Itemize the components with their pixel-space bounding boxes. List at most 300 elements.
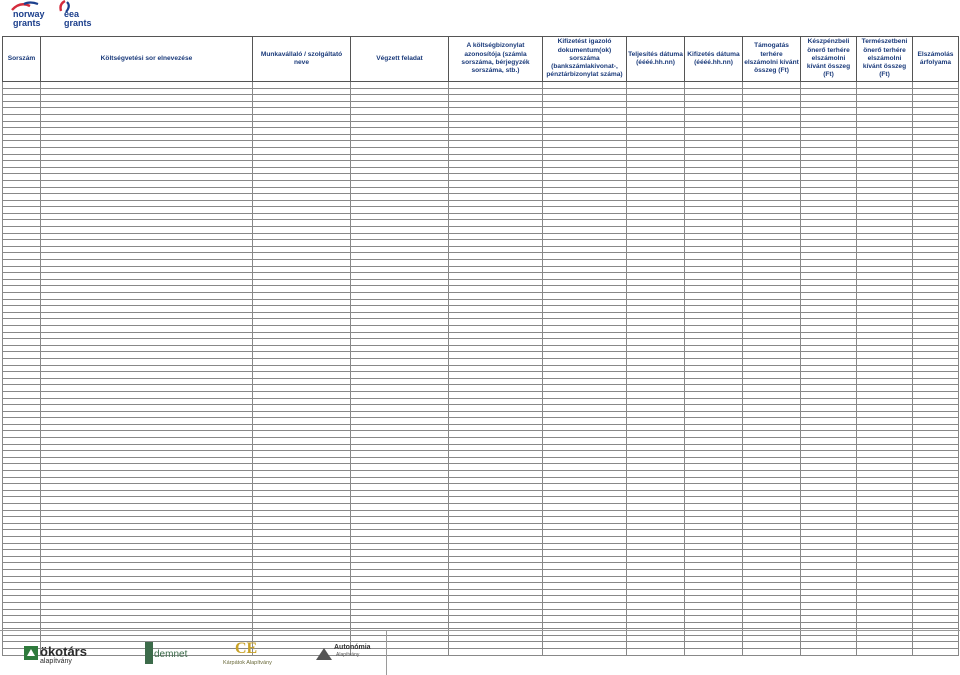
table-cell[interactable]	[627, 154, 685, 161]
table-cell[interactable]	[685, 365, 743, 372]
table-cell[interactable]	[543, 194, 627, 201]
table-cell[interactable]	[41, 306, 253, 313]
table-cell[interactable]	[543, 484, 627, 491]
table-cell[interactable]	[449, 596, 543, 603]
table-cell[interactable]	[857, 504, 913, 511]
table-cell[interactable]	[627, 490, 685, 497]
table-cell[interactable]	[743, 319, 801, 326]
table-cell[interactable]	[743, 154, 801, 161]
table-cell[interactable]	[41, 530, 253, 537]
table-cell[interactable]	[685, 141, 743, 148]
table-cell[interactable]	[3, 147, 41, 154]
table-cell[interactable]	[685, 207, 743, 214]
table-cell[interactable]	[857, 536, 913, 543]
table-cell[interactable]	[3, 95, 41, 102]
table-cell[interactable]	[543, 391, 627, 398]
table-cell[interactable]	[685, 444, 743, 451]
table-cell[interactable]	[801, 121, 857, 128]
table-cell[interactable]	[351, 411, 449, 418]
table-cell[interactable]	[41, 391, 253, 398]
table-cell[interactable]	[253, 266, 351, 273]
table-cell[interactable]	[543, 207, 627, 214]
table-cell[interactable]	[41, 510, 253, 517]
table-cell[interactable]	[913, 490, 959, 497]
table-cell[interactable]	[253, 385, 351, 392]
table-cell[interactable]	[543, 424, 627, 431]
table-cell[interactable]	[913, 497, 959, 504]
table-cell[interactable]	[543, 147, 627, 154]
table-cell[interactable]	[801, 345, 857, 352]
table-cell[interactable]	[627, 504, 685, 511]
table-cell[interactable]	[253, 365, 351, 372]
table-cell[interactable]	[913, 114, 959, 121]
table-cell[interactable]	[3, 227, 41, 234]
table-cell[interactable]	[543, 411, 627, 418]
table-cell[interactable]	[3, 569, 41, 576]
table-cell[interactable]	[449, 609, 543, 616]
table-cell[interactable]	[743, 550, 801, 557]
table-cell[interactable]	[253, 398, 351, 405]
table-cell[interactable]	[801, 385, 857, 392]
table-cell[interactable]	[627, 161, 685, 168]
table-cell[interactable]	[253, 583, 351, 590]
table-cell[interactable]	[351, 424, 449, 431]
table-cell[interactable]	[3, 88, 41, 95]
table-cell[interactable]	[351, 253, 449, 260]
table-cell[interactable]	[543, 365, 627, 372]
table-cell[interactable]	[913, 602, 959, 609]
table-cell[interactable]	[543, 128, 627, 135]
table-cell[interactable]	[857, 108, 913, 115]
table-cell[interactable]	[857, 82, 913, 89]
table-cell[interactable]	[857, 451, 913, 458]
table-cell[interactable]	[3, 497, 41, 504]
table-cell[interactable]	[857, 358, 913, 365]
table-cell[interactable]	[743, 233, 801, 240]
table-cell[interactable]	[449, 207, 543, 214]
table-cell[interactable]	[543, 240, 627, 247]
table-cell[interactable]	[253, 609, 351, 616]
table-cell[interactable]	[41, 147, 253, 154]
table-cell[interactable]	[685, 345, 743, 352]
table-cell[interactable]	[743, 444, 801, 451]
table-cell[interactable]	[627, 602, 685, 609]
table-cell[interactable]	[913, 167, 959, 174]
table-cell[interactable]	[449, 504, 543, 511]
table-cell[interactable]	[627, 405, 685, 412]
table-cell[interactable]	[627, 273, 685, 280]
table-cell[interactable]	[857, 444, 913, 451]
table-cell[interactable]	[41, 82, 253, 89]
table-cell[interactable]	[801, 649, 857, 656]
table-cell[interactable]	[801, 114, 857, 121]
table-cell[interactable]	[743, 332, 801, 339]
table-cell[interactable]	[3, 101, 41, 108]
table-cell[interactable]	[41, 101, 253, 108]
table-cell[interactable]	[253, 484, 351, 491]
table-cell[interactable]	[685, 233, 743, 240]
table-cell[interactable]	[3, 523, 41, 530]
table-cell[interactable]	[543, 213, 627, 220]
table-cell[interactable]	[449, 563, 543, 570]
table-cell[interactable]	[801, 411, 857, 418]
table-cell[interactable]	[627, 95, 685, 102]
table-cell[interactable]	[543, 220, 627, 227]
table-cell[interactable]	[41, 385, 253, 392]
table-cell[interactable]	[253, 372, 351, 379]
table-cell[interactable]	[449, 424, 543, 431]
table-cell[interactable]	[743, 536, 801, 543]
table-cell[interactable]	[857, 411, 913, 418]
table-cell[interactable]	[41, 154, 253, 161]
table-cell[interactable]	[351, 589, 449, 596]
table-cell[interactable]	[685, 200, 743, 207]
table-cell[interactable]	[913, 550, 959, 557]
table-cell[interactable]	[543, 649, 627, 656]
table-cell[interactable]	[3, 490, 41, 497]
table-cell[interactable]	[913, 391, 959, 398]
table-cell[interactable]	[857, 523, 913, 530]
table-cell[interactable]	[351, 213, 449, 220]
table-cell[interactable]	[3, 405, 41, 412]
table-cell[interactable]	[449, 246, 543, 253]
table-cell[interactable]	[543, 161, 627, 168]
table-cell[interactable]	[543, 345, 627, 352]
table-cell[interactable]	[627, 424, 685, 431]
table-cell[interactable]	[449, 161, 543, 168]
table-cell[interactable]	[543, 438, 627, 445]
table-cell[interactable]	[857, 550, 913, 557]
table-cell[interactable]	[857, 286, 913, 293]
table-cell[interactable]	[543, 622, 627, 629]
table-cell[interactable]	[41, 260, 253, 267]
table-cell[interactable]	[685, 431, 743, 438]
table-cell[interactable]	[685, 378, 743, 385]
table-cell[interactable]	[449, 332, 543, 339]
table-cell[interactable]	[253, 464, 351, 471]
table-cell[interactable]	[3, 121, 41, 128]
table-cell[interactable]	[351, 444, 449, 451]
table-cell[interactable]	[743, 207, 801, 214]
table-cell[interactable]	[685, 246, 743, 253]
table-cell[interactable]	[913, 227, 959, 234]
table-cell[interactable]	[253, 418, 351, 425]
table-cell[interactable]	[543, 536, 627, 543]
table-cell[interactable]	[3, 444, 41, 451]
table-cell[interactable]	[543, 200, 627, 207]
table-cell[interactable]	[857, 556, 913, 563]
table-cell[interactable]	[3, 246, 41, 253]
table-cell[interactable]	[685, 589, 743, 596]
table-cell[interactable]	[743, 385, 801, 392]
table-cell[interactable]	[913, 649, 959, 656]
table-cell[interactable]	[801, 147, 857, 154]
table-cell[interactable]	[913, 260, 959, 267]
table-cell[interactable]	[857, 180, 913, 187]
table-cell[interactable]	[543, 82, 627, 89]
table-cell[interactable]	[3, 418, 41, 425]
table-cell[interactable]	[743, 299, 801, 306]
table-cell[interactable]	[743, 306, 801, 313]
table-cell[interactable]	[449, 391, 543, 398]
table-cell[interactable]	[627, 108, 685, 115]
table-cell[interactable]	[801, 240, 857, 247]
table-cell[interactable]	[857, 207, 913, 214]
table-cell[interactable]	[253, 490, 351, 497]
table-cell[interactable]	[913, 339, 959, 346]
table-cell[interactable]	[253, 246, 351, 253]
table-cell[interactable]	[449, 372, 543, 379]
table-cell[interactable]	[627, 444, 685, 451]
table-cell[interactable]	[913, 411, 959, 418]
table-cell[interactable]	[913, 556, 959, 563]
table-cell[interactable]	[449, 471, 543, 478]
table-cell[interactable]	[3, 187, 41, 194]
table-cell[interactable]	[449, 266, 543, 273]
table-cell[interactable]	[857, 477, 913, 484]
table-cell[interactable]	[685, 260, 743, 267]
table-cell[interactable]	[253, 299, 351, 306]
table-cell[interactable]	[857, 260, 913, 267]
table-cell[interactable]	[449, 444, 543, 451]
table-cell[interactable]	[857, 642, 913, 649]
table-cell[interactable]	[253, 286, 351, 293]
table-cell[interactable]	[351, 246, 449, 253]
table-cell[interactable]	[857, 319, 913, 326]
table-cell[interactable]	[351, 108, 449, 115]
table-cell[interactable]	[913, 352, 959, 359]
table-cell[interactable]	[3, 114, 41, 121]
table-cell[interactable]	[351, 622, 449, 629]
table-cell[interactable]	[253, 279, 351, 286]
table-cell[interactable]	[857, 167, 913, 174]
table-cell[interactable]	[543, 167, 627, 174]
table-cell[interactable]	[41, 616, 253, 623]
table-cell[interactable]	[627, 411, 685, 418]
table-cell[interactable]	[41, 418, 253, 425]
table-cell[interactable]	[41, 358, 253, 365]
table-cell[interactable]	[685, 424, 743, 431]
table-cell[interactable]	[3, 161, 41, 168]
table-cell[interactable]	[351, 312, 449, 319]
table-cell[interactable]	[801, 312, 857, 319]
table-cell[interactable]	[351, 174, 449, 181]
table-cell[interactable]	[743, 114, 801, 121]
table-cell[interactable]	[543, 510, 627, 517]
table-cell[interactable]	[253, 306, 351, 313]
table-cell[interactable]	[253, 227, 351, 234]
table-cell[interactable]	[801, 596, 857, 603]
table-cell[interactable]	[3, 180, 41, 187]
table-cell[interactable]	[857, 325, 913, 332]
table-cell[interactable]	[801, 517, 857, 524]
table-cell[interactable]	[801, 200, 857, 207]
table-cell[interactable]	[449, 418, 543, 425]
table-cell[interactable]	[3, 207, 41, 214]
table-cell[interactable]	[857, 589, 913, 596]
table-cell[interactable]	[685, 398, 743, 405]
table-cell[interactable]	[801, 101, 857, 108]
table-cell[interactable]	[253, 504, 351, 511]
table-cell[interactable]	[253, 128, 351, 135]
table-cell[interactable]	[743, 497, 801, 504]
table-cell[interactable]	[857, 233, 913, 240]
table-cell[interactable]	[743, 563, 801, 570]
table-cell[interactable]	[449, 497, 543, 504]
table-cell[interactable]	[41, 523, 253, 530]
table-cell[interactable]	[543, 180, 627, 187]
table-cell[interactable]	[351, 576, 449, 583]
table-cell[interactable]	[3, 451, 41, 458]
table-cell[interactable]	[743, 517, 801, 524]
table-cell[interactable]	[913, 312, 959, 319]
table-cell[interactable]	[913, 273, 959, 280]
table-cell[interactable]	[543, 141, 627, 148]
table-cell[interactable]	[685, 497, 743, 504]
table-cell[interactable]	[3, 391, 41, 398]
table-cell[interactable]	[543, 187, 627, 194]
table-cell[interactable]	[627, 141, 685, 148]
table-cell[interactable]	[351, 101, 449, 108]
table-cell[interactable]	[627, 616, 685, 623]
table-cell[interactable]	[41, 497, 253, 504]
table-cell[interactable]	[743, 279, 801, 286]
table-cell[interactable]	[3, 273, 41, 280]
table-cell[interactable]	[449, 293, 543, 300]
table-cell[interactable]	[351, 365, 449, 372]
table-cell[interactable]	[743, 530, 801, 537]
table-cell[interactable]	[543, 273, 627, 280]
table-cell[interactable]	[449, 88, 543, 95]
table-cell[interactable]	[801, 464, 857, 471]
table-cell[interactable]	[685, 391, 743, 398]
table-cell[interactable]	[3, 358, 41, 365]
table-cell[interactable]	[801, 536, 857, 543]
table-cell[interactable]	[913, 345, 959, 352]
table-cell[interactable]	[627, 121, 685, 128]
table-cell[interactable]	[627, 286, 685, 293]
table-cell[interactable]	[543, 325, 627, 332]
table-cell[interactable]	[743, 484, 801, 491]
table-cell[interactable]	[743, 108, 801, 115]
table-cell[interactable]	[857, 576, 913, 583]
table-cell[interactable]	[543, 95, 627, 102]
table-cell[interactable]	[3, 471, 41, 478]
table-cell[interactable]	[913, 477, 959, 484]
table-cell[interactable]	[857, 616, 913, 623]
table-cell[interactable]	[913, 187, 959, 194]
table-cell[interactable]	[857, 200, 913, 207]
table-cell[interactable]	[627, 82, 685, 89]
table-cell[interactable]	[253, 134, 351, 141]
table-cell[interactable]	[449, 523, 543, 530]
table-cell[interactable]	[801, 194, 857, 201]
table-cell[interactable]	[627, 339, 685, 346]
table-cell[interactable]	[627, 207, 685, 214]
table-cell[interactable]	[543, 602, 627, 609]
table-cell[interactable]	[857, 583, 913, 590]
table-cell[interactable]	[351, 220, 449, 227]
table-cell[interactable]	[41, 279, 253, 286]
table-cell[interactable]	[449, 358, 543, 365]
table-cell[interactable]	[857, 306, 913, 313]
table-cell[interactable]	[351, 233, 449, 240]
table-cell[interactable]	[449, 411, 543, 418]
table-cell[interactable]	[543, 154, 627, 161]
table-cell[interactable]	[41, 167, 253, 174]
table-cell[interactable]	[913, 444, 959, 451]
table-cell[interactable]	[857, 431, 913, 438]
table-cell[interactable]	[857, 253, 913, 260]
table-cell[interactable]	[41, 550, 253, 557]
table-cell[interactable]	[857, 510, 913, 517]
table-cell[interactable]	[743, 128, 801, 135]
table-cell[interactable]	[41, 246, 253, 253]
table-cell[interactable]	[449, 451, 543, 458]
table-cell[interactable]	[543, 319, 627, 326]
table-cell[interactable]	[41, 583, 253, 590]
table-cell[interactable]	[743, 134, 801, 141]
table-cell[interactable]	[543, 490, 627, 497]
table-cell[interactable]	[913, 543, 959, 550]
table-cell[interactable]	[801, 569, 857, 576]
table-cell[interactable]	[857, 635, 913, 642]
table-cell[interactable]	[449, 260, 543, 267]
table-cell[interactable]	[449, 82, 543, 89]
table-cell[interactable]	[685, 556, 743, 563]
table-cell[interactable]	[449, 194, 543, 201]
table-cell[interactable]	[743, 180, 801, 187]
table-cell[interactable]	[351, 200, 449, 207]
table-cell[interactable]	[801, 391, 857, 398]
table-cell[interactable]	[543, 339, 627, 346]
table-cell[interactable]	[351, 451, 449, 458]
table-cell[interactable]	[3, 167, 41, 174]
table-cell[interactable]	[801, 504, 857, 511]
table-cell[interactable]	[801, 293, 857, 300]
table-cell[interactable]	[253, 95, 351, 102]
table-cell[interactable]	[449, 286, 543, 293]
table-cell[interactable]	[913, 576, 959, 583]
table-cell[interactable]	[857, 484, 913, 491]
table-cell[interactable]	[449, 378, 543, 385]
table-cell[interactable]	[801, 279, 857, 286]
table-cell[interactable]	[627, 649, 685, 656]
table-cell[interactable]	[449, 108, 543, 115]
table-cell[interactable]	[543, 286, 627, 293]
table-cell[interactable]	[627, 457, 685, 464]
table-cell[interactable]	[449, 635, 543, 642]
table-cell[interactable]	[253, 121, 351, 128]
table-cell[interactable]	[801, 161, 857, 168]
table-cell[interactable]	[3, 372, 41, 379]
table-cell[interactable]	[685, 358, 743, 365]
table-cell[interactable]	[253, 556, 351, 563]
table-cell[interactable]	[253, 391, 351, 398]
table-cell[interactable]	[3, 312, 41, 319]
table-cell[interactable]	[543, 121, 627, 128]
table-cell[interactable]	[801, 497, 857, 504]
table-cell[interactable]	[449, 147, 543, 154]
table-cell[interactable]	[543, 596, 627, 603]
table-cell[interactable]	[913, 299, 959, 306]
table-cell[interactable]	[857, 438, 913, 445]
table-cell[interactable]	[543, 550, 627, 557]
table-cell[interactable]	[41, 464, 253, 471]
table-cell[interactable]	[627, 464, 685, 471]
table-cell[interactable]	[543, 635, 627, 642]
table-cell[interactable]	[543, 378, 627, 385]
